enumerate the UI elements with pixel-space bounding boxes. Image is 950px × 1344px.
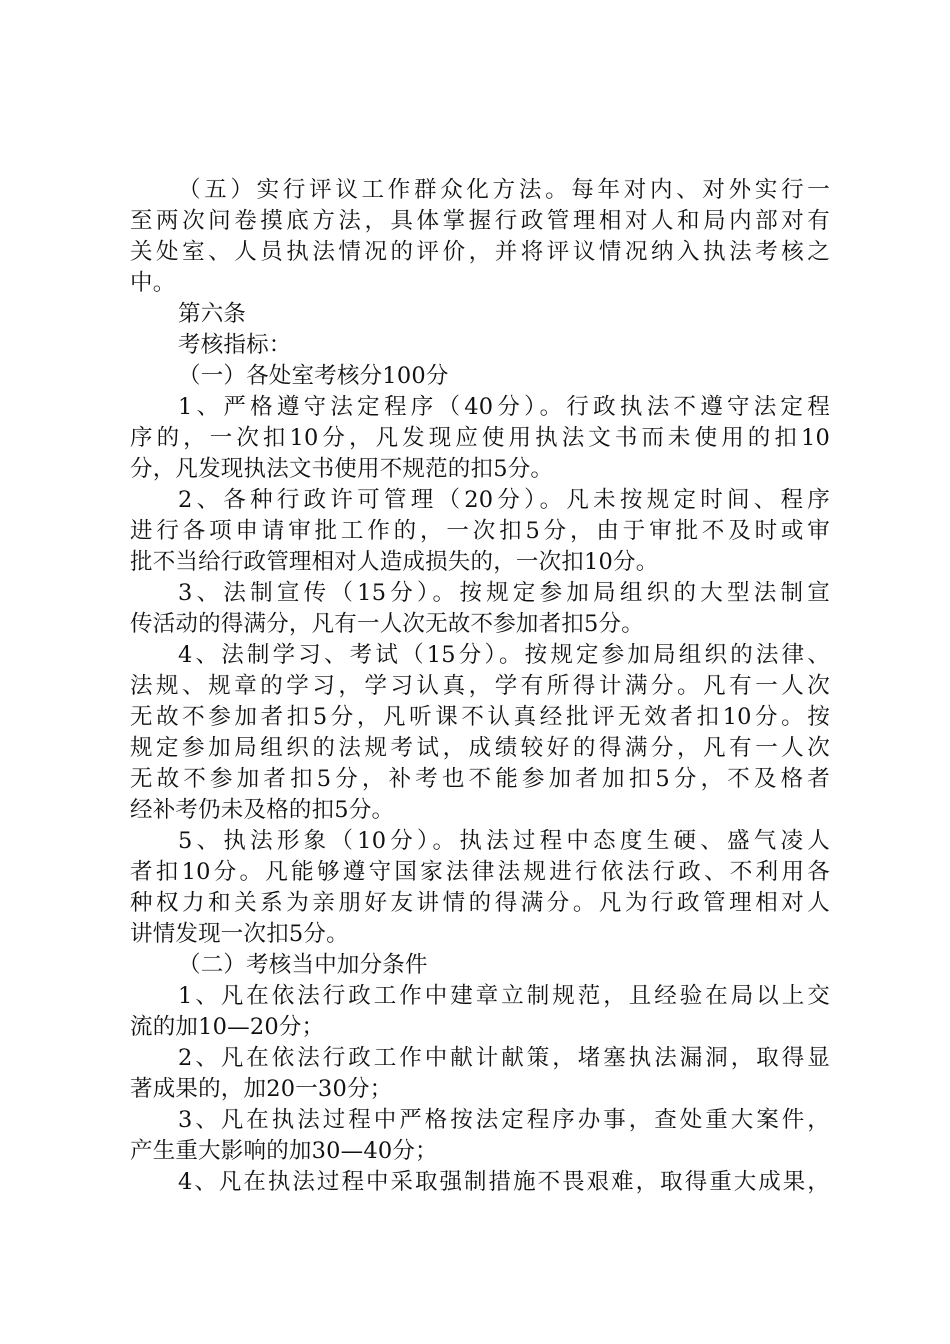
paragraph-line: 传活动的得满分，凡有一人次无故不参加者扣5分。 [130, 611, 644, 637]
paragraph-line: 批不当给行政管理相对人造成损失的，一次扣10分。 [130, 549, 659, 575]
paragraph-line: 者扣10分。凡能够遵守国家法律法规进行依法行政、不利用各 [130, 859, 830, 885]
article-heading: 第六条 [178, 301, 247, 327]
paragraph-line: 规定参加局组织的法规考试，成绩较好的得满分，凡有一人次 [130, 735, 830, 761]
subsection-heading: （二）考核当中加分条件 [178, 952, 428, 978]
paragraph-line: 分，凡发现执法文书使用不规范的扣5分。 [130, 456, 554, 482]
paragraph-line: 无故不参加者扣5分，补考也不能参加者加扣5分，不及格者 [130, 766, 830, 792]
paragraph-line: 产生重大影响的加30—40分； [130, 1138, 438, 1164]
paragraph-line: 1、凡在依法行政工作中建章立制规范，且经验在局以上交 [178, 983, 830, 1009]
paragraph-line: 序的，一次扣10分，凡发现应使用执法文书而未使用的扣10 [130, 425, 830, 451]
paragraph-line: 至两次问卷摸底方法，具体掌握行政管理相对人和局内部对有 [130, 208, 830, 234]
paragraph-line: 中。 [130, 270, 176, 296]
section-heading: 考核指标： [178, 332, 292, 358]
paragraph-line: 无故不参加者扣5分，凡听课不认真经批评无效者扣10分。按 [130, 704, 830, 730]
paragraph-line: 2、各种行政许可管理（20分）。凡未按规定时间、程序 [178, 487, 830, 513]
paragraph-line: 2、凡在依法行政工作中献计献策，堵塞执法漏洞，取得显 [178, 1045, 830, 1071]
paragraph-line: 讲情发现一次扣5分。 [130, 921, 349, 947]
paragraph-line: 著成果的，加20一30分； [130, 1076, 393, 1102]
paragraph-line: 种权力和关系为亲朋好友讲情的得满分。凡为行政管理相对人 [130, 890, 830, 916]
paragraph-line: 法规、规章的学习，学习认真，学有所得计满分。凡有一人次 [130, 673, 830, 699]
paragraph-line: 关处室、人员执法情况的评价，并将评议情况纳入执法考核之 [130, 239, 830, 265]
paragraph-line: 3、凡在执法过程中严格按法定程序办事，查处重大案件， [178, 1107, 830, 1133]
paragraph-line: 3、法制宣传（15分）。按规定参加局组织的大型法制宣 [178, 580, 830, 606]
paragraph-line: 4、凡在执法过程中采取强制措施不畏艰难，取得重大成果， [178, 1169, 830, 1195]
paragraph-line: 进行各项申请审批工作的，一次扣5分，由于审批不及时或审 [130, 518, 830, 544]
paragraph-line: （五）实行评议工作群众化方法。每年对内、对外实行一 [178, 177, 830, 203]
paragraph-line: 经补考仍未及格的扣5分。 [130, 797, 395, 823]
subsection-heading: （一）各处室考核分100分 [178, 363, 449, 389]
paragraph-line: 5、执法形象（10分）。执法过程中态度生硬、盛气凌人 [178, 828, 830, 854]
paragraph-line: 4、法制学习、考试（15分）。按规定参加局组织的法律、 [178, 642, 830, 668]
paragraph-line: 1、严格遵守法定程序（40分）。行政执法不遵守法定程 [178, 394, 830, 420]
paragraph-line: 流的加10—20分； [130, 1014, 325, 1040]
